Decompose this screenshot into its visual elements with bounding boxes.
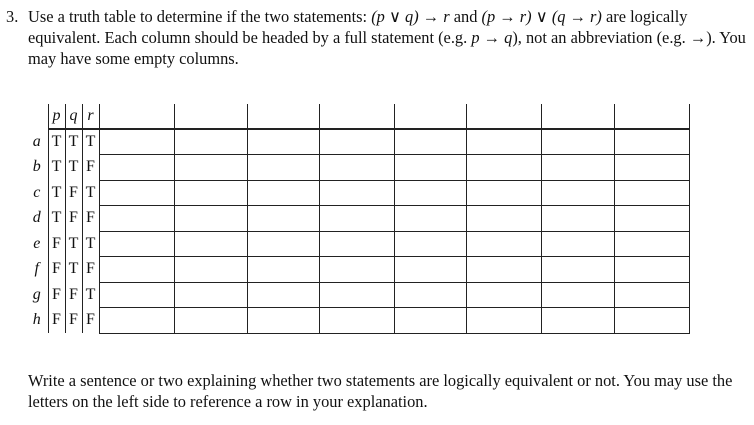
blank-header[interactable] (394, 104, 466, 129)
blank-cell[interactable] (99, 257, 174, 283)
cell-p: T (48, 206, 65, 232)
blank-cell[interactable] (394, 257, 466, 283)
blank-cell[interactable] (614, 129, 689, 155)
question-middle: are logically equivalent. Each column should be headed by a full statement (e.g. (28, 7, 688, 47)
header-r: r (82, 104, 99, 129)
cell-r: T (82, 180, 99, 206)
question-intro: Use a truth table to determine if the two statements: (28, 7, 372, 26)
blank-cell[interactable] (614, 206, 689, 232)
blank-cell[interactable] (99, 180, 174, 206)
question-number: 3. (6, 7, 19, 26)
blank-cell[interactable] (394, 282, 466, 308)
blank-cell[interactable] (319, 257, 394, 283)
blank-cell[interactable] (541, 257, 614, 283)
blank-cell[interactable] (541, 231, 614, 257)
blank-cell[interactable] (247, 257, 319, 283)
row-label: d (32, 209, 41, 227)
blank-cell[interactable] (247, 129, 319, 155)
cell-q: F (65, 206, 82, 232)
question-text (6, 6, 748, 69)
blank-cell[interactable] (319, 231, 394, 257)
cell-p: F (48, 308, 65, 334)
blank-cell[interactable] (319, 308, 394, 334)
cell-p: T (48, 129, 65, 155)
blank-cell[interactable] (247, 206, 319, 232)
cell-q: F (65, 308, 82, 334)
blank-cell[interactable] (614, 180, 689, 206)
blank-cell[interactable] (541, 180, 614, 206)
cell-p: F (48, 282, 65, 308)
blank-header[interactable] (466, 104, 541, 129)
row-label: f (34, 260, 39, 278)
cell-q: F (65, 282, 82, 308)
example-statement: p → q (471, 28, 513, 47)
row-label-header (26, 104, 48, 129)
question-end: ), not an abbreviation (e.g. →). You may have some empty columns. (28, 28, 746, 68)
blank-header[interactable] (319, 104, 394, 129)
blank-cell[interactable] (174, 257, 247, 283)
blank-cell[interactable] (99, 282, 174, 308)
row-label: h (32, 311, 41, 329)
blank-cell[interactable] (541, 282, 614, 308)
row-label: e (33, 234, 41, 252)
statement-two: (p → r) ∨ (q → r) (481, 7, 602, 26)
blank-cell[interactable] (247, 155, 319, 181)
blank-cell[interactable] (394, 206, 466, 232)
blank-cell[interactable] (99, 231, 174, 257)
cell-p: T (48, 180, 65, 206)
blank-cell[interactable] (174, 180, 247, 206)
blank-cell[interactable] (174, 231, 247, 257)
table-header-row (26, 104, 689, 129)
blank-cell[interactable] (466, 257, 541, 283)
question-body (28, 6, 748, 69)
blank-cell[interactable] (394, 129, 466, 155)
blank-cell[interactable] (466, 129, 541, 155)
blank-cell[interactable] (541, 155, 614, 181)
row-label: g (32, 285, 41, 303)
header-q: q (65, 104, 82, 129)
blank-cell[interactable] (541, 129, 614, 155)
table-row (26, 231, 689, 257)
cell-p: F (48, 231, 65, 257)
row-label: c (33, 183, 41, 201)
blank-cell[interactable] (319, 129, 394, 155)
blank-cell[interactable] (466, 206, 541, 232)
blank-cell[interactable] (99, 308, 174, 334)
blank-header[interactable] (247, 104, 319, 129)
blank-cell[interactable] (614, 308, 689, 334)
blank-cell[interactable] (394, 231, 466, 257)
cell-r: T (82, 129, 99, 155)
row-label: b (32, 158, 41, 176)
blank-cell[interactable] (614, 257, 689, 283)
blank-cell[interactable] (174, 206, 247, 232)
table-row (26, 257, 689, 283)
blank-cell[interactable] (247, 231, 319, 257)
cell-q: T (65, 155, 82, 181)
cell-q: T (65, 257, 82, 283)
cell-r: T (82, 231, 99, 257)
blank-cell[interactable] (394, 308, 466, 334)
cell-r: T (82, 282, 99, 308)
blank-cell[interactable] (541, 308, 614, 334)
cell-r: F (82, 308, 99, 334)
blank-cell[interactable] (466, 308, 541, 334)
blank-cell[interactable] (541, 206, 614, 232)
cell-r: F (82, 155, 99, 181)
table-row (26, 206, 689, 232)
blank-cell[interactable] (394, 155, 466, 181)
blank-header[interactable] (614, 104, 689, 129)
cell-q: F (65, 180, 82, 206)
row-label: a (32, 132, 41, 150)
blank-header[interactable] (541, 104, 614, 129)
blank-header[interactable] (174, 104, 247, 129)
cell-p: T (48, 155, 65, 181)
blank-cell[interactable] (174, 155, 247, 181)
blank-cell[interactable] (174, 308, 247, 334)
blank-cell[interactable] (319, 155, 394, 181)
blank-cell[interactable] (319, 180, 394, 206)
blank-cell[interactable] (466, 282, 541, 308)
header-p: p (48, 104, 65, 129)
cell-r: F (82, 206, 99, 232)
cell-q: T (65, 231, 82, 257)
table-row (26, 180, 689, 206)
blank-cell[interactable] (247, 282, 319, 308)
blank-cell[interactable] (394, 180, 466, 206)
and-word: and (449, 7, 482, 26)
blank-cell[interactable] (614, 231, 689, 257)
blank-cell[interactable] (466, 231, 541, 257)
blank-cell[interactable] (466, 155, 541, 181)
blank-cell[interactable] (614, 155, 689, 181)
cell-r: F (82, 257, 99, 283)
explanation-prompt: Write a sentence or two explaining whether two statements are logically equivalent or not. You may use the letters on the left side to reference a row in your explanation. (28, 371, 733, 411)
blank-cell[interactable] (247, 308, 319, 334)
blank-cell[interactable] (99, 155, 174, 181)
truth-table (26, 104, 690, 334)
blank-cell[interactable] (466, 180, 541, 206)
cell-q: T (65, 129, 82, 155)
table-row (26, 308, 689, 334)
blank-cell[interactable] (99, 129, 174, 155)
blank-cell[interactable] (99, 206, 174, 232)
table-row (26, 129, 689, 155)
statement-one: (p ∨ q) → r (371, 7, 450, 26)
cell-p: F (48, 257, 65, 283)
table-row (26, 155, 689, 181)
blank-cell[interactable] (319, 282, 394, 308)
table-row (26, 282, 689, 308)
blank-cell[interactable] (614, 282, 689, 308)
blank-cell[interactable] (174, 129, 247, 155)
blank-cell[interactable] (319, 206, 394, 232)
blank-cell[interactable] (247, 180, 319, 206)
blank-cell[interactable] (174, 282, 247, 308)
blank-header[interactable] (99, 104, 174, 129)
